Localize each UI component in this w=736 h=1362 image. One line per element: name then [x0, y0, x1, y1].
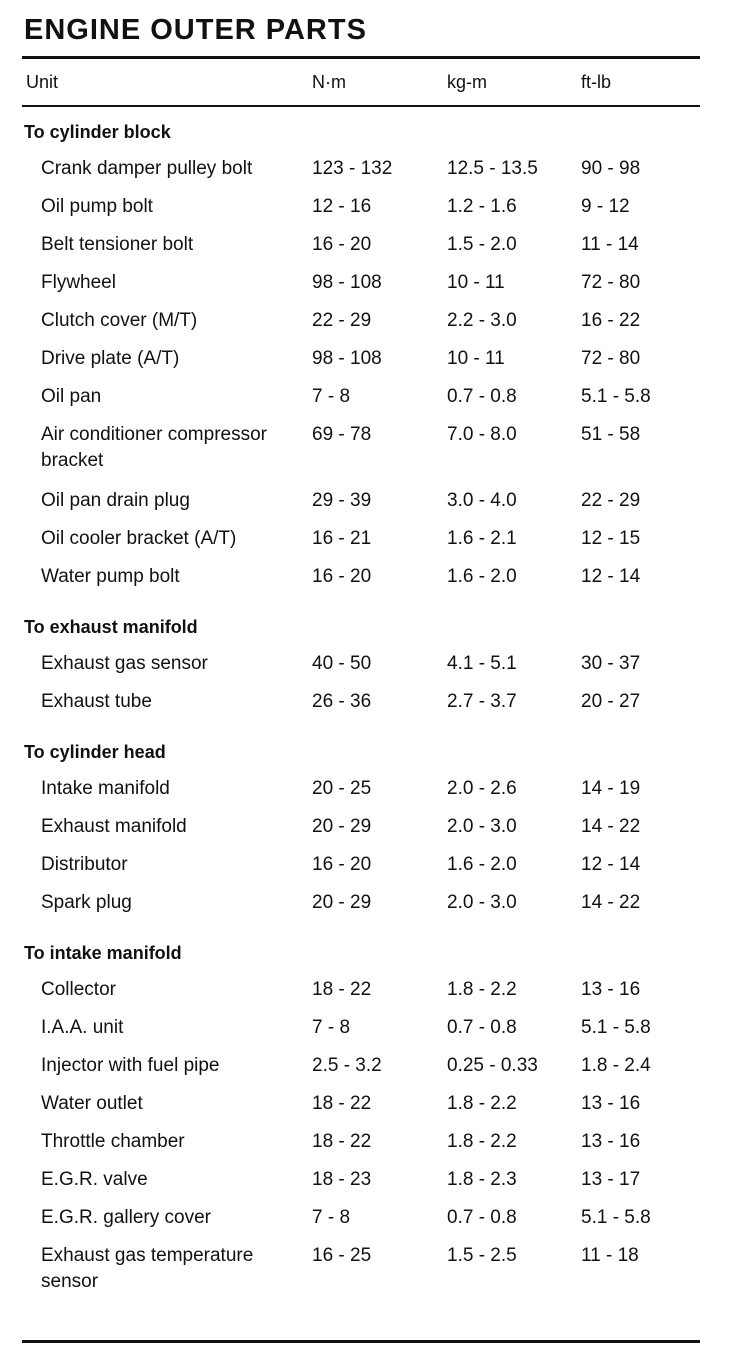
- table-row: [0, 302, 736, 340]
- table-row: [0, 264, 736, 302]
- cell-unit: Collector: [41, 979, 116, 1000]
- cell-unit: Intake manifold: [41, 778, 170, 799]
- cell-unit: Oil pump bolt: [41, 196, 153, 217]
- table-row: [0, 1237, 736, 1303]
- cell-kgm: 1.6 - 2.0: [447, 854, 517, 875]
- cell-unit: I.A.A. unit: [41, 1017, 124, 1038]
- cell-nm: 16 - 25: [312, 1245, 372, 1266]
- cell-unit: Exhaust manifold: [41, 816, 187, 837]
- cell-unit: Oil pan: [41, 386, 102, 407]
- table-row: [0, 808, 736, 846]
- cell-ftlb: 9 - 12: [581, 196, 630, 217]
- group-heading: [0, 933, 736, 971]
- table-row: [0, 1085, 736, 1123]
- table-row: [0, 520, 736, 558]
- group-heading: [0, 607, 736, 645]
- table-header-row: [0, 66, 736, 98]
- cell-nm: 7 - 8: [312, 1207, 351, 1228]
- cell-kgm: 2.2 - 3.0: [447, 310, 517, 331]
- table-row: [0, 770, 736, 808]
- cell-kgm: 7.0 - 8.0: [447, 424, 517, 445]
- cell-nm: 98 - 108: [312, 272, 382, 293]
- bottom-rule: [22, 1340, 700, 1343]
- column-header-ftlb: ft-lb: [581, 72, 612, 92]
- table-row: [0, 416, 736, 482]
- cell-unit: Distributor: [41, 854, 128, 875]
- cell-ftlb: 51 - 58: [581, 424, 641, 445]
- cell-ftlb: 5.1 - 5.8: [581, 1207, 651, 1228]
- table-row: [0, 150, 736, 188]
- cell-nm: 2.5 - 3.2: [312, 1055, 382, 1076]
- cell-unit: Exhaust tube: [41, 691, 152, 712]
- cell-ftlb: 20 - 27: [581, 691, 641, 712]
- cell-unit: Drive plate (A/T): [41, 348, 180, 369]
- cell-kgm: 4.1 - 5.1: [447, 653, 517, 674]
- group-heading-label: To exhaust manifold: [24, 617, 198, 637]
- cell-ftlb: 14 - 22: [581, 816, 641, 837]
- table-row: [0, 846, 736, 884]
- cell-kgm: 2.7 - 3.7: [447, 691, 517, 712]
- cell-nm: 20 - 25: [312, 778, 372, 799]
- cell-kgm: 1.8 - 2.2: [447, 1131, 517, 1152]
- group-heading: [0, 112, 736, 150]
- cell-nm: 18 - 22: [312, 979, 372, 1000]
- cell-ftlb: 5.1 - 5.8: [581, 386, 651, 407]
- cell-ftlb: 12 - 14: [581, 854, 641, 875]
- cell-kgm: 2.0 - 3.0: [447, 892, 517, 913]
- cell-nm: 16 - 20: [312, 234, 372, 255]
- cell-unit: Water outlet: [41, 1093, 143, 1114]
- torque-table-body: [0, 112, 736, 1303]
- cell-kgm: 1.6 - 2.1: [447, 528, 517, 549]
- cell-nm: 7 - 8: [312, 1017, 351, 1038]
- table-row: [0, 558, 736, 596]
- cell-unit: Belt tensioner bolt: [41, 234, 194, 255]
- cell-ftlb: 90 - 98: [581, 158, 641, 179]
- cell-nm: 22 - 29: [312, 310, 372, 331]
- cell-ftlb: 5.1 - 5.8: [581, 1017, 651, 1038]
- cell-nm: 16 - 21: [312, 528, 372, 549]
- cell-kgm: 2.0 - 3.0: [447, 816, 517, 837]
- table-row: [0, 1047, 736, 1085]
- column-header-nm: N·m: [312, 72, 346, 92]
- table-row: [0, 683, 736, 721]
- table-row: [0, 188, 736, 226]
- cell-nm: 12 - 16: [312, 196, 372, 217]
- cell-unit: Water pump bolt: [41, 566, 180, 587]
- group-heading-label: To cylinder head: [24, 742, 166, 762]
- cell-unit: Flywheel: [41, 272, 116, 293]
- cell-ftlb: 14 - 22: [581, 892, 641, 913]
- cell-ftlb: 11 - 14: [581, 234, 639, 255]
- column-header-kgm: kg-m: [447, 72, 487, 92]
- cell-kgm: 3.0 - 4.0: [447, 490, 517, 511]
- group-heading-label: To cylinder block: [24, 122, 171, 142]
- cell-ftlb: 72 - 80: [581, 348, 641, 369]
- cell-nm: 29 - 39: [312, 490, 372, 511]
- cell-unit: Throttle chamber: [41, 1131, 185, 1152]
- cell-unit: Exhaust gas sensor: [41, 653, 208, 674]
- table-row: [0, 482, 736, 520]
- table-row: [0, 1161, 736, 1199]
- group-heading-label: To intake manifold: [24, 943, 182, 963]
- cell-nm: 18 - 22: [312, 1093, 372, 1114]
- cell-kgm: 10 - 11: [447, 348, 505, 369]
- cell-ftlb: 13 - 16: [581, 979, 641, 1000]
- cell-ftlb: 14 - 19: [581, 778, 641, 799]
- cell-unit: Clutch cover (M/T): [41, 310, 198, 331]
- cell-nm: 40 - 50: [312, 653, 372, 674]
- cell-ftlb: 30 - 37: [581, 653, 641, 674]
- cell-ftlb: 12 - 15: [581, 528, 641, 549]
- cell-ftlb: 16 - 22: [581, 310, 641, 331]
- cell-nm: 26 - 36: [312, 691, 372, 712]
- cell-nm: 16 - 20: [312, 854, 372, 875]
- table-row: [0, 226, 736, 264]
- cell-nm: 20 - 29: [312, 892, 372, 913]
- cell-unit: Injector with fuel pipe: [41, 1055, 220, 1076]
- cell-kgm: 0.7 - 0.8: [447, 386, 517, 407]
- cell-ftlb: 12 - 14: [581, 566, 641, 587]
- group-heading: [0, 732, 736, 770]
- cell-nm: 123 - 132: [312, 158, 393, 179]
- cell-kgm: 1.8 - 2.2: [447, 1093, 517, 1114]
- header-rule: [22, 105, 700, 107]
- cell-nm: 20 - 29: [312, 816, 372, 837]
- cell-nm: 18 - 23: [312, 1169, 372, 1190]
- cell-ftlb: 1.8 - 2.4: [581, 1055, 651, 1076]
- cell-unit: Air conditioner compressor bracket: [41, 424, 267, 471]
- cell-unit: Crank damper pulley bolt: [41, 158, 253, 179]
- table-row: [0, 1009, 736, 1047]
- column-header-unit: Unit: [26, 72, 59, 92]
- cell-kgm: 1.5 - 2.5: [447, 1245, 517, 1266]
- cell-ftlb: 13 - 16: [581, 1131, 641, 1152]
- cell-kgm: 12.5 - 13.5: [447, 158, 538, 179]
- cell-unit: Spark plug: [41, 892, 132, 913]
- table-row: [0, 378, 736, 416]
- cell-kgm: 0.7 - 0.8: [447, 1207, 517, 1228]
- table-row: [0, 971, 736, 1009]
- cell-unit: E.G.R. valve: [41, 1169, 148, 1190]
- cell-ftlb: 13 - 17: [581, 1169, 641, 1190]
- cell-unit: Oil cooler bracket (A/T): [41, 528, 237, 549]
- table-row: [0, 340, 736, 378]
- cell-nm: 18 - 22: [312, 1131, 372, 1152]
- cell-ftlb: 13 - 16: [581, 1093, 641, 1114]
- cell-nm: 98 - 108: [312, 348, 382, 369]
- cell-kgm: 0.7 - 0.8: [447, 1017, 517, 1038]
- table-row: [0, 884, 736, 922]
- cell-kgm: 1.6 - 2.0: [447, 566, 517, 587]
- cell-kgm: 1.2 - 1.6: [447, 196, 517, 217]
- table-row: [0, 1199, 736, 1237]
- cell-kgm: 0.25 - 0.33: [447, 1055, 538, 1076]
- page-title: ENGINE OUTER PARTS: [24, 14, 367, 46]
- cell-kgm: 1.8 - 2.3: [447, 1169, 517, 1190]
- table-row: [0, 1123, 736, 1161]
- cell-unit: Exhaust gas temperature sensor: [41, 1245, 254, 1292]
- cell-kgm: 2.0 - 2.6: [447, 778, 517, 799]
- cell-kgm: 1.8 - 2.2: [447, 979, 517, 1000]
- cell-ftlb: 72 - 80: [581, 272, 641, 293]
- cell-kgm: 1.5 - 2.0: [447, 234, 517, 255]
- cell-ftlb: 11 - 18: [581, 1245, 639, 1266]
- cell-nm: 7 - 8: [312, 386, 351, 407]
- cell-kgm: 10 - 11: [447, 272, 505, 293]
- cell-unit: E.G.R. gallery cover: [41, 1207, 211, 1228]
- cell-unit: Oil pan drain plug: [41, 490, 190, 511]
- cell-ftlb: 22 - 29: [581, 490, 641, 511]
- top-rule: [22, 56, 700, 59]
- cell-nm: 69 - 78: [312, 424, 372, 445]
- cell-nm: 16 - 20: [312, 566, 372, 587]
- table-row: [0, 645, 736, 683]
